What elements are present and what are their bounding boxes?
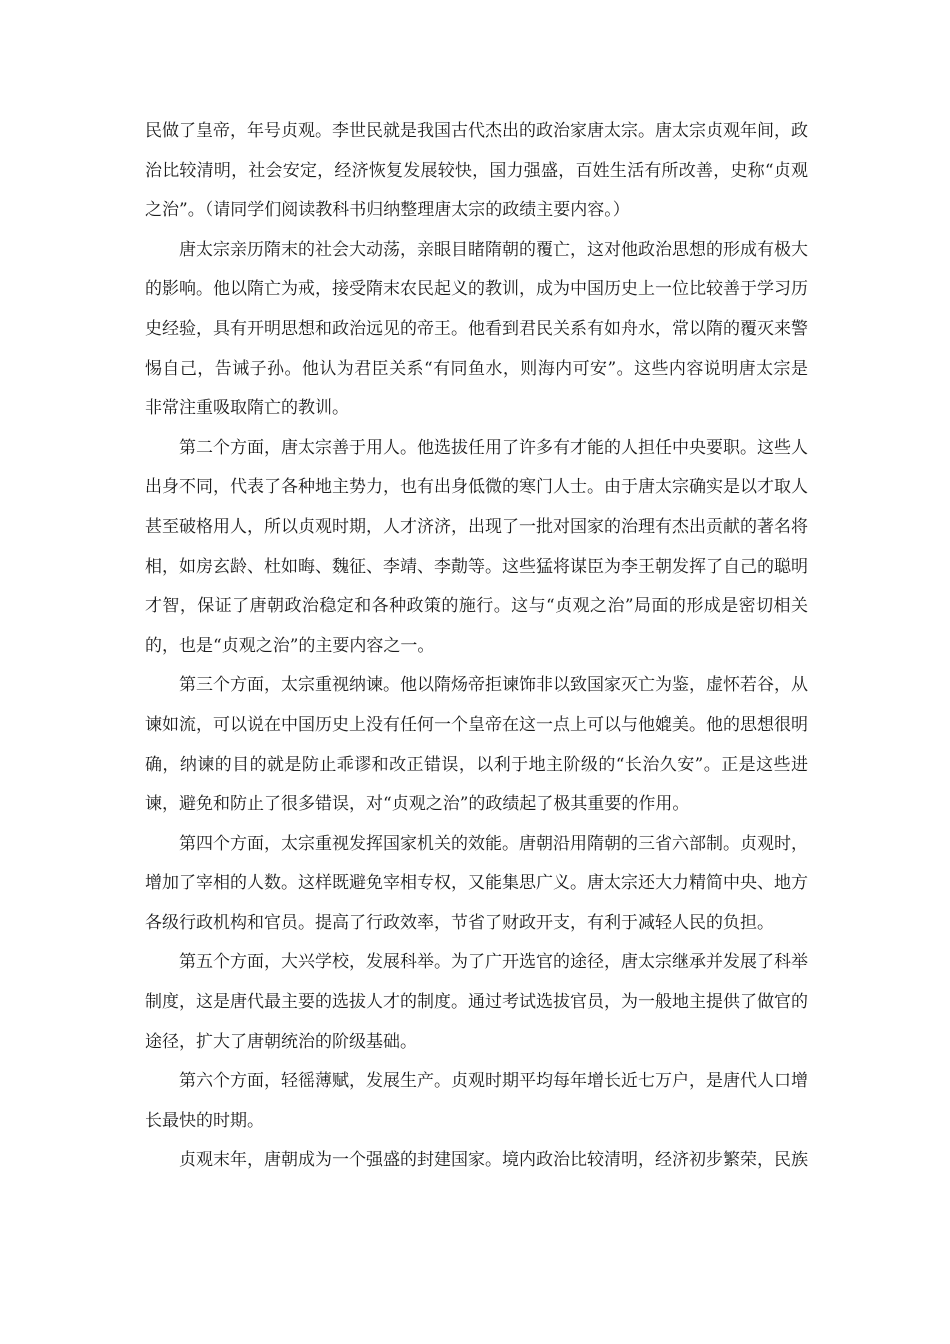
paragraph-4: 第三个方面，太宗重视纳谏。他以隋炀帝拒谏饰非以致国家灭亡为鉴，虚怀若谷，从谏如流，可以说在中国历史上没有任何一个皇帝在这一点上可以与他媲美。他的思想很明确，纳谏的目的就是防止乖谬和改正错误，以利于地主阶级的“长治久安”。正是这些进谏，避免和防止了很多错误，对“贞观之治”的政绩起了极其重要的作用。: [145, 675, 808, 815]
paragraph-2: 唐太宗亲历隋末的社会大动荡，亲眼目睹隋朝的覆亡，这对他政治思想的形成有极大的影响。他以隋亡为戒，接受隋末农民起义的教训，成为中国历史上一位比较善于学习历史经验，具有开明思想和政治远见的帝王。他看到君民关系有如舟水，常以隋的覆灭来警惕自己，告诫子孙。他认为君臣关系“有同鱼水，则海内可安”。这些内容说明唐太宗是非常注重吸取隋亡的教训。: [145, 239, 808, 419]
paragraph-8: 贞观末年，唐朝成为一个强盛的封建国家。境内政治比较清明，经济初步繁荣，民族: [179, 1150, 808, 1171]
paragraph-1: 民做了皇帝，年号贞观。李世民就是我国古代杰出的政治家唐太宗。唐太宗贞观年间，政治比较清明，社会安定，经济恢复发展较快，国力强盛，百姓生活有所改善，史称“贞观之治”。（请同学们阅读教科书归纳整理唐太宗的政绩主要内容。）: [145, 121, 808, 221]
paragraph-6: 第五个方面，大兴学校，发展科举。为了广开选官的途径，唐太宗继承并发展了科举制度，这是唐代最主要的选拔人才的制度。通过考试选拔官员，为一般地主提供了做官的途径，扩大了唐朝统治的阶级基础。: [145, 952, 808, 1052]
paragraph-3: 第二个方面，唐太宗善于用人。他选拔任用了许多有才能的人担任中央要职。这些人出身不同，代表了各种地主势力，也有出身低微的寒门人士。由于唐太宗确实是以才取人甚至破格用人，所以贞观时期，人才济济，出现了一批对国家的治理有杰出贡献的著名将相，如房玄龄、杜如晦、魏征、李靖、李勣等。这些猛将谋臣为李王朝发挥了自己的聪明才智，保证了唐朝政治稳定和各种政策的施行。这与“贞观之治”局面的形成是密切相关的，也是“贞观之治”的主要内容之一。: [145, 437, 808, 656]
paragraph-7: 第六个方面，轻徭薄赋，发展生产。贞观时期平均每年增长近七万户，是唐代人口增长最快的时期。: [145, 1071, 808, 1131]
paragraph-5: 第四个方面，太宗重视发挥国家机关的效能。唐朝沿用隋朝的三省六部制。贞观时，增加了宰相的人数。这样既避免宰相专权，又能集思广义。唐太宗还大力精简中央、地方各级行政机构和官员。提高了行政效率，节省了财政开支，有利于减轻人民的负担。: [145, 833, 808, 933]
body-text: [145, 112, 808, 1181]
